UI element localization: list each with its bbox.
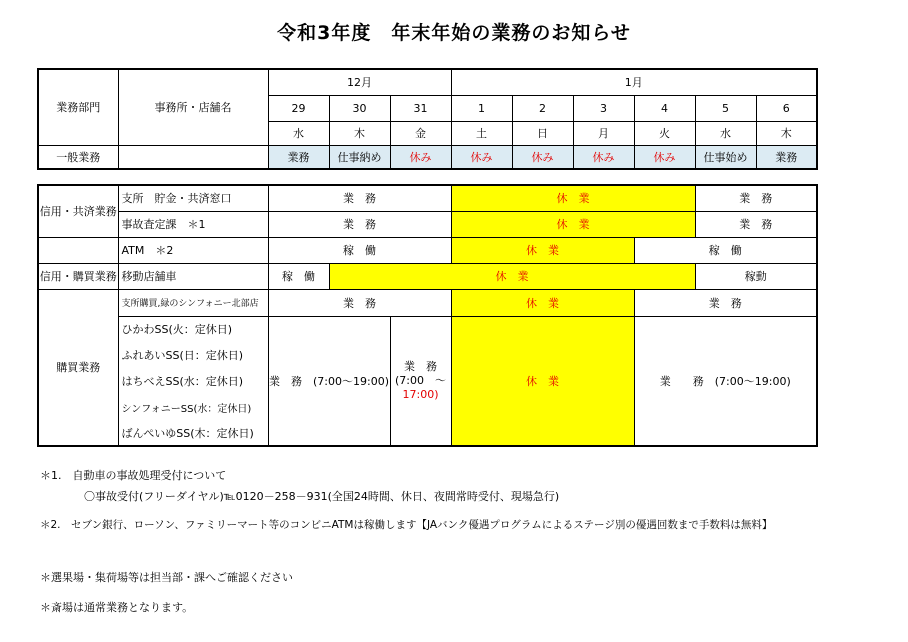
ss-status-holiday: 休 業 — [451, 316, 634, 446]
ss-31-time-end: 17:00) — [402, 387, 439, 401]
date-cell: 6 — [756, 95, 817, 121]
weekday-cell: 水 — [268, 121, 329, 145]
calendar-table — [37, 68, 818, 170]
status-after: 稼動 — [695, 263, 817, 289]
ss-status-31 — [390, 316, 451, 446]
month-december: 12月 — [268, 69, 451, 95]
schedule-table — [37, 184, 818, 447]
status-holiday: 休 業 — [451, 289, 634, 316]
ss-name: ひかわSS(火：定休日) — [118, 316, 268, 342]
general-status-cell: 休み — [634, 145, 695, 169]
general-status-cell: 仕事始め — [695, 145, 756, 169]
status-before: 業 務 — [268, 211, 451, 237]
note-2: ＊2. セブン銀行、ローソン、ファミリーマート等のコンビニATMは稼働します【JAバンク優遇プログラムによるステージ別の優遇回数まで手数料は無料】 — [40, 519, 773, 531]
status-before: 業 務 — [268, 185, 451, 211]
date-cell: 4 — [634, 95, 695, 121]
weekday-cell: 日 — [512, 121, 573, 145]
general-business-office — [118, 145, 268, 169]
general-business-label: 一般業務 — [38, 145, 118, 169]
status-after: 業 務 — [634, 289, 817, 316]
month-january: 1月 — [451, 69, 817, 95]
status-after: 稼 働 — [634, 237, 817, 263]
page-title: 令和3年度 年末年始の業務のお知らせ — [277, 22, 631, 44]
weekday-cell: 火 — [634, 121, 695, 145]
date-cell: 1 — [451, 95, 512, 121]
date-cell: 2 — [512, 95, 573, 121]
date-cell: 5 — [695, 95, 756, 121]
note-4: ＊斎場は通常業務となります。 — [40, 601, 194, 614]
dept-header: 業務部門 — [38, 69, 118, 145]
ss-31-label: 業 務 — [404, 359, 437, 373]
general-status-cell: 業務 — [268, 145, 329, 169]
weekday-cell: 水 — [695, 121, 756, 145]
date-cell: 3 — [573, 95, 634, 121]
dept-shinyo-kyosai: 信用・共済業務 — [38, 185, 118, 237]
weekday-cell: 金 — [390, 121, 451, 145]
status-holiday: 休 業 — [329, 263, 695, 289]
row-name-shisho-kobai: 支所購買,緑のシンフォニー北部店 — [118, 289, 268, 316]
row-name-jiko-satei: 事故査定課 ＊1 — [118, 211, 268, 237]
office-header: 事務所・店舗名 — [118, 69, 268, 145]
row-name-chokin-kyosai: 支所 貯金・共済窓口 — [118, 185, 268, 211]
status-holiday: 休 業 — [451, 211, 695, 237]
date-cell: 29 — [268, 95, 329, 121]
date-cell: 30 — [329, 95, 390, 121]
general-status-cell: 休み — [451, 145, 512, 169]
row-name-atm: ATM ＊2 — [118, 237, 268, 263]
status-holiday: 休 業 — [451, 237, 634, 263]
row-name-mobile-store: 移動店舗車 — [118, 263, 268, 289]
note-1-title: ＊1. 自動車の事故処理受付について — [40, 469, 227, 482]
ss-31-time-start: (7:00 ～ — [395, 373, 446, 387]
ss-name: はちべえSS(水：定休日) — [118, 368, 268, 394]
ss-name: ばんぺいゆSS(木：定休日) — [118, 420, 268, 446]
status-before: 稼 働 — [268, 263, 329, 289]
weekday-cell: 月 — [573, 121, 634, 145]
dept-kobai: 購買業務 — [38, 289, 118, 446]
date-cell: 31 — [390, 95, 451, 121]
weekday-cell: 木 — [329, 121, 390, 145]
general-status-cell: 休み — [512, 145, 573, 169]
general-status-cell: 休み — [573, 145, 634, 169]
ss-name: ふれあいSS(日：定休日) — [118, 342, 268, 368]
weekday-cell: 土 — [451, 121, 512, 145]
status-after: 業 務 — [695, 211, 817, 237]
ss-status-before: 業 務 (7:00～19:00) — [268, 316, 390, 446]
ss-status-after: 業 務 (7:00～19:00) — [634, 316, 817, 446]
note-1-detail: 〇事故受付(フリーダイヤル)℡0120－258－931(全国24時間、休日、夜間常時受付、現場急行) — [84, 490, 560, 503]
status-after: 業 務 — [695, 185, 817, 211]
dept-empty — [38, 237, 118, 263]
note-3: ＊選果場・集荷場等は担当部・課へご確認ください — [40, 571, 293, 584]
status-holiday: 休 業 — [451, 185, 695, 211]
status-before: 業 務 — [268, 289, 451, 316]
general-status-cell: 休み — [390, 145, 451, 169]
general-status-cell: 業務 — [756, 145, 817, 169]
ss-name: シンフォニーSS(水：定休日) — [118, 394, 268, 420]
dept-shinyo-kobai: 信用・購買業務 — [38, 263, 118, 289]
status-before: 稼 働 — [268, 237, 451, 263]
general-status-cell: 仕事納め — [329, 145, 390, 169]
weekday-cell: 木 — [756, 121, 817, 145]
